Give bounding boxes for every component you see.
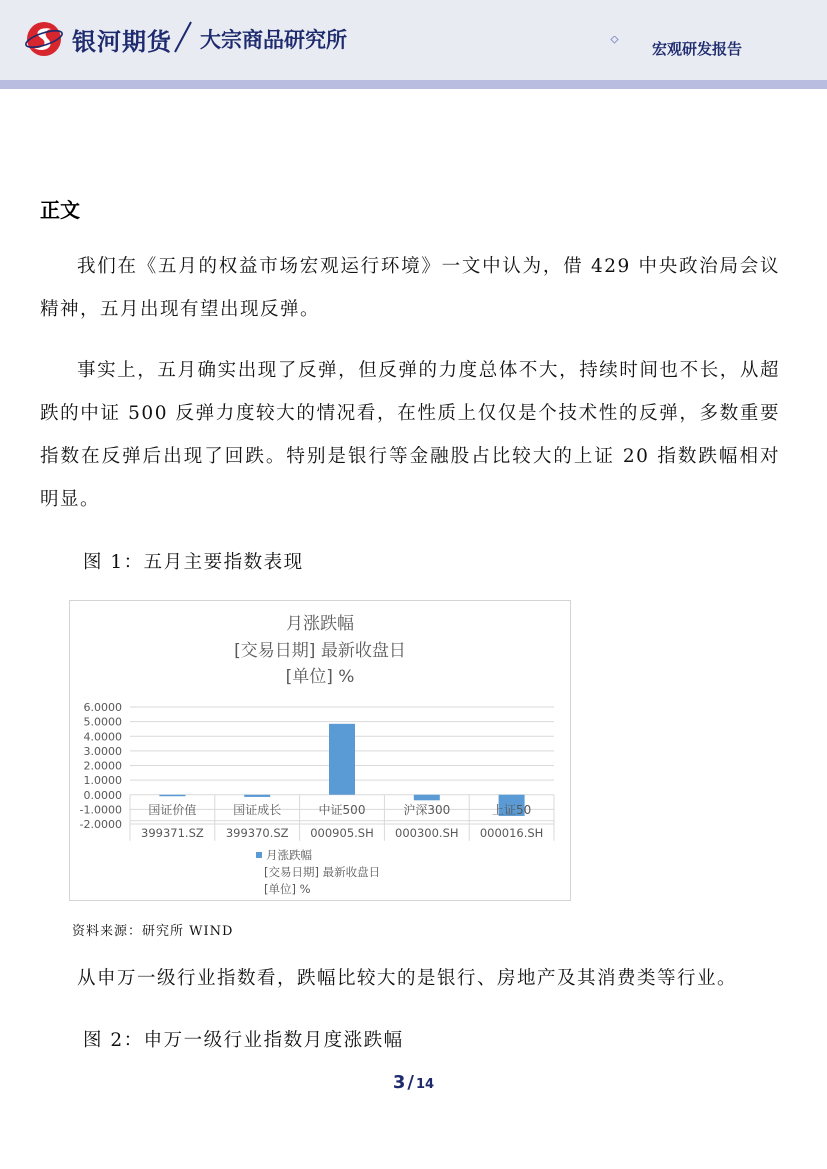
- x-category-label: 上证50: [491, 802, 532, 817]
- paragraph-2: 事实上，五月确实出现了反弹，但反弹的力度总体不大，持续时间也不长，从超跌的中证 500 反弹力度较大的情况看，在性质上仅仅是个技术性的反弹，多数重要指数在反弹后出现了回跌。特别是银行等金融股占比较大的上证 20 指数跌幅相对明显。: [40, 360, 780, 510]
- bar-000905.SH: [329, 724, 355, 795]
- divider-slash: [172, 20, 194, 54]
- legend-line: 月涨跌幅: [266, 848, 312, 862]
- x-code-label: 000905.SH: [310, 825, 374, 840]
- header-accent-bar: [0, 80, 827, 89]
- x-code-label: 000016.SH: [479, 825, 544, 840]
- x-category-label: 国证价值: [148, 802, 197, 817]
- x-code-label: 399371.SZ: [141, 825, 204, 840]
- page-number: [0, 1072, 827, 1093]
- y-tick-label: 0.0000: [83, 788, 122, 802]
- report-type-label: 宏观研发报告: [652, 40, 743, 58]
- chart-title-line: [单位] %: [285, 667, 355, 687]
- header-decor-line: [440, 36, 620, 44]
- y-tick-label: 1.0000: [83, 774, 122, 788]
- index-performance-chart: [69, 600, 571, 901]
- source-note: 资料来源：研究所 WIND: [72, 924, 234, 939]
- paragraph-1: 我们在《五月的权益市场宏观运行环境》一文中认为，借 429 中央政治局会议精神，五月出现有望出现反弹。: [40, 256, 780, 320]
- department-name: 大宗商品研究所: [200, 28, 347, 52]
- legend-swatch: [256, 852, 262, 858]
- legend-line: [交易日期] 最新收盘日: [264, 865, 381, 879]
- y-tick-label: 5.0000: [83, 715, 122, 729]
- x-code-label: 000300.SH: [395, 825, 459, 840]
- x-code-label: 399370.SZ: [225, 825, 289, 840]
- total-pages: 14: [416, 1077, 435, 1092]
- x-category-label: 中证500: [318, 802, 366, 817]
- figure-1-caption: 图 1：五月主要指数表现: [83, 552, 304, 573]
- x-category-label: 国证成长: [233, 802, 282, 817]
- bar-399370.SZ: [244, 795, 270, 797]
- paragraph-3: 从申万一级行业指数看，跌幅比较大的是银行、房地产及其消费类等行业。: [77, 968, 738, 989]
- chart-title-line: [交易日期] 最新收盘日: [234, 641, 406, 661]
- y-tick-label: 4.0000: [83, 730, 122, 744]
- bar-399371.SZ: [159, 795, 185, 797]
- chart-canvas: [70, 601, 570, 900]
- y-tick-label: 3.0000: [83, 744, 122, 758]
- y-tick-label: -1.0000: [79, 803, 122, 817]
- y-tick-label: 6.0000: [83, 701, 122, 714]
- legend-line: [单位] %: [264, 882, 311, 896]
- section-title: 正文: [40, 198, 80, 222]
- y-tick-label: 2.0000: [83, 759, 122, 773]
- y-tick-label: -2.0000: [79, 818, 122, 831]
- page-separator: /: [407, 1072, 414, 1093]
- galaxy-futures-logo-icon: [24, 20, 64, 58]
- bar-000300.SH: [414, 795, 440, 801]
- current-page: 3: [392, 1072, 406, 1093]
- figure-2-caption: 图 2：申万一级行业指数月度涨跌幅: [83, 1030, 404, 1051]
- chart-title-line: 月涨跌幅: [286, 614, 354, 634]
- brand-name: 银河期货: [72, 28, 172, 56]
- x-category-label: 沪深300: [403, 802, 451, 817]
